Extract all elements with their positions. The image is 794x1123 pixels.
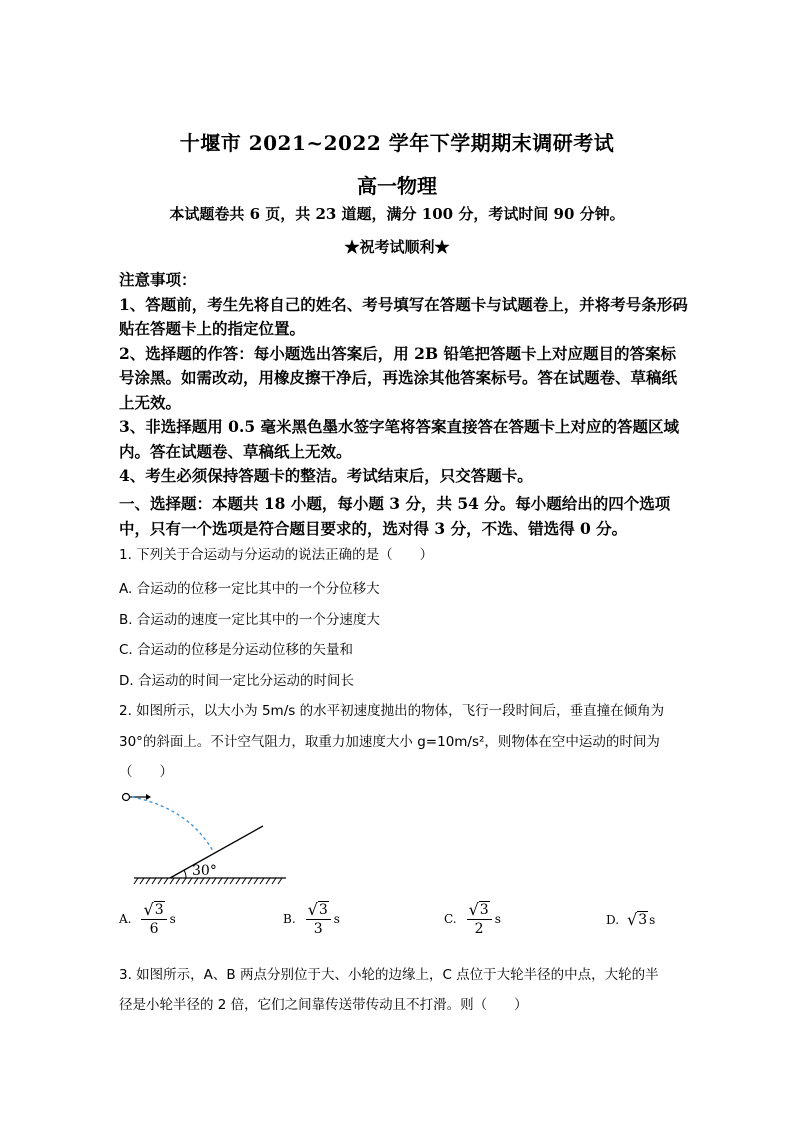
section-heading: 一、选择题：本题共 18 小题，每小题 3 分，共 54 分。每小题给出的四个选项中，只有一个选项是符合题目要求的，选对得 3 分，不选、错选得 0 分。 xyxy=(119,494,671,538)
q2-answer-d xyxy=(606,911,655,928)
q2-answer-c-numerator: 3 xyxy=(479,902,489,918)
q2-answer-a-fraction xyxy=(141,901,166,937)
q1-option-b: B. 合运动的速度一定比其中的一个分速度大 xyxy=(119,612,380,628)
q2-answer-d-radicand: 3 xyxy=(638,912,648,928)
angle-arc xyxy=(184,870,186,878)
note-item-2: 2、选择题的作答：每小题选出答案后，用 2B 铅笔把答题卡上对应题目的答案标号涂黑。如需改动，用橡皮擦干净后，再选涂其他答案标号。答在试题卷、草稿纸上无效。 xyxy=(119,343,678,412)
q2-answer-a-numerator: 3 xyxy=(154,902,164,918)
exam-title: 十堰市 2021~2022 学年下学期期末调研考试 xyxy=(179,131,615,155)
q2-answer-c xyxy=(444,901,501,937)
sqrt-symbol: √ xyxy=(307,900,318,919)
projectile-ball xyxy=(123,794,130,801)
q2-figure xyxy=(118,786,298,895)
q2-answer-c-unit: s xyxy=(494,912,501,926)
q3-stem-line1: 3. 如图所示，A、B 两点分别位于大、小轮的边缘上，C 点位于大轮半径的中点，大轮的半 xyxy=(119,967,659,983)
q1-stem: 1. 下列关于合运动与分运动的说法正确的是（ ） xyxy=(119,547,434,563)
note-item-1: 1、答题前，考生先将自己的姓名、考号填写在答题卡与试题卷上，并将考号条形码贴在答题卡上的指定位置。 xyxy=(119,294,688,338)
q2-answer-c-fraction xyxy=(467,901,492,937)
q1-option-d: D. 合运动的时间一定比分运动的时间长 xyxy=(119,673,354,689)
velocity-arrowhead xyxy=(146,794,151,800)
q2-answer-b-unit: s xyxy=(333,912,340,926)
trajectory-curve xyxy=(132,797,213,851)
note-item-4: 4、考生必须保持答题卡的整洁。考试结束后，只交答题卡。 xyxy=(119,466,533,485)
q2-answer-a-denominator: 6 xyxy=(149,921,159,937)
q2-answer-b-fraction xyxy=(306,901,331,937)
q2-answer-b xyxy=(283,901,340,937)
q2-answer-a-label: A. xyxy=(119,912,132,926)
notes-heading: 注意事项： xyxy=(119,270,197,289)
q2-answer-d-value xyxy=(627,911,648,928)
q2-answer-c-denominator: 2 xyxy=(474,921,484,937)
exam-wish: ★祝考试顺利★ xyxy=(344,238,450,256)
q2-answer-b-label: B. xyxy=(283,912,296,926)
q2-stem-line2: 30°的斜面上。不计空气阻力，取重力加速度大小 g=10m/s²，则物体在空中运动的时间为 xyxy=(119,734,660,750)
exam-subject: 高一物理 xyxy=(357,174,437,198)
angle-label: 30° xyxy=(192,863,217,879)
q2-stem-line1: 2. 如图所示，以大小为 5m/s 的水平初速度抛出的物体，飞行一段时间后，垂直撞在倾角为 xyxy=(119,703,665,719)
sqrt-symbol: √ xyxy=(627,910,638,929)
note-item-3: 3、非选择题用 0.5 毫米黑色墨水签字笔将答案直接答在答题卡上对应的答题区域内。答在试题卷、草稿纸上无效。 xyxy=(119,417,680,461)
q2-answer-b-denominator: 3 xyxy=(313,921,323,937)
q2-answer-b-numerator: 3 xyxy=(318,902,328,918)
q2-stem-line3: （ ） xyxy=(119,764,173,780)
exam-info: 本试题卷共 6 页，共 23 道题，满分 100 分，考试时间 90 分钟。 xyxy=(169,205,625,223)
q2-answer-d-label: D. xyxy=(606,912,620,927)
sqrt-symbol: √ xyxy=(468,900,479,919)
q2-answer-c-label: C. xyxy=(444,912,457,926)
q1-option-c: C. 合运动的位移是分运动位移的矢量和 xyxy=(119,642,354,658)
q2-answer-d-unit: s xyxy=(649,912,656,927)
sqrt-symbol: √ xyxy=(143,900,154,919)
q1-option-a: A. 合运动的位移一定比其中的一个分位移大 xyxy=(119,581,380,597)
q2-answer-a xyxy=(119,901,176,937)
notes-block xyxy=(119,268,689,489)
q2-answer-a-unit: s xyxy=(169,912,176,926)
q3-stem-line2: 径是小轮半径的 2 倍，它们之间靠传送带传动且不打滑。则（ ） xyxy=(119,997,528,1013)
